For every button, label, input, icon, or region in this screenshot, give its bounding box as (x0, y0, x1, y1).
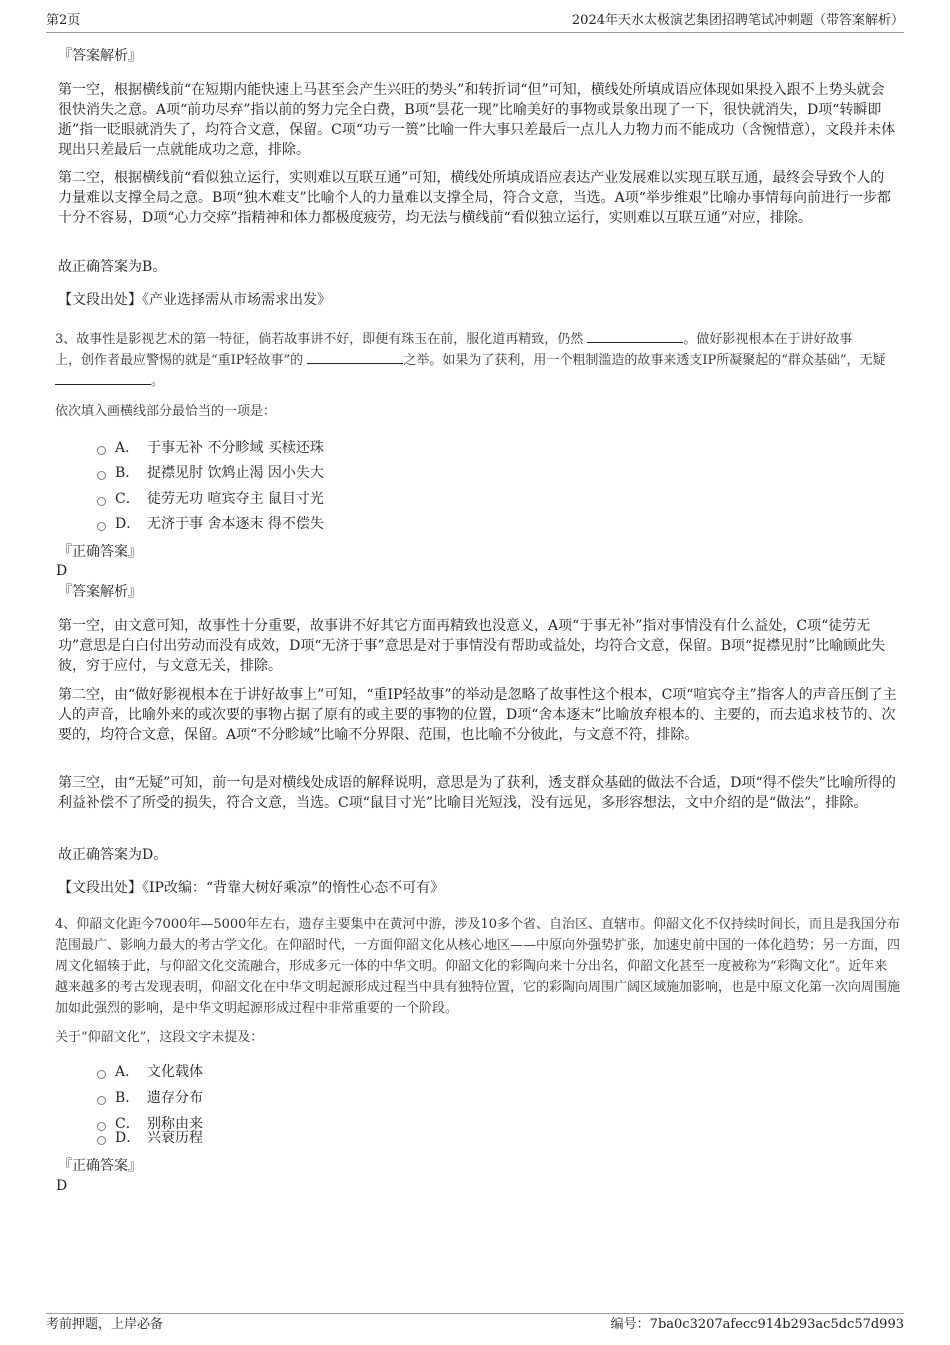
q3-answer-label: 『正确答案』 (58, 544, 142, 560)
q3-blank-3 (55, 372, 151, 385)
q3-option-b[interactable]: B． 捉襟见肘 饮鸩止渴 因小失大 (97, 463, 324, 483)
q3-blank-1 (587, 330, 683, 343)
q2-analysis-p1: 第一空，根据横线前“在短期内能快速上马甚至会产生兴旺的势头”和转折词“但”可知，横线处所填成语应体现如果投入跟不上势头就会很快消失之意。A项“前功尽弃”指以前的努力完全白费，B项“昙花一现”比喻美好的事物或景象出现了一下，很快就消失，D项“转瞬即逝”指一眨眼就消失了，均符合文意，保留。C项“功亏一篑”比喻一件大事只差最后一点儿人力物力而不能成功（含惋惜意），文段并未体现出只差最后一点就能成功之意，排除。 (58, 82, 896, 158)
q4-option-a[interactable]: A． 文化载体 (97, 1062, 203, 1082)
q2-source: 【文段出处】《产业选择需从市场需求出发》 (58, 292, 331, 308)
radio-icon[interactable] (97, 522, 106, 531)
q3-conclusion: 故正确答案为D。 (58, 847, 168, 863)
radio-icon[interactable] (97, 446, 106, 455)
q4-prompt: 关于“仰韶文化”，这段文字未提及： (55, 1030, 264, 1045)
radio-icon[interactable] (97, 1070, 106, 1079)
radio-icon[interactable] (97, 471, 106, 480)
document-title: 2024年天水太极演艺集团招聘笔试冲刺题（带答案解析） (571, 13, 904, 28)
q3-answer: D (56, 563, 68, 579)
q3-option-a[interactable]: A． 于事无补 不分畛域 买椟还珠 (97, 438, 324, 458)
q4-answer: D (56, 1178, 68, 1194)
q3-source: 【文段出处】《IP改编：“背靠大树好乘凉”的惰性心态不可有》 (58, 880, 445, 896)
radio-icon[interactable] (97, 497, 106, 506)
q4-answer-label: 『正确答案』 (58, 1158, 142, 1174)
q3-blank-2 (307, 351, 403, 364)
q3-prompt: 依次填入画横线部分最恰当的一项是： (55, 404, 277, 419)
q2-analysis-label: 『答案解析』 (58, 48, 142, 64)
page-footer (46, 1313, 904, 1332)
q4-option-c[interactable]: C． 别称由来 (97, 1114, 203, 1134)
q4-stem: 4、仰韶文化距今7000年—5000年左右，遗存主要集中在黄河中游，涉及10多个省、自治区、直辖市。仰韶文化不仅持续时间长，而且是我国分布范围最广、影响力最大的考古学文化。在仰韶时代，一方面仰韶文化从核心地区——中原向外强势扩张，加速史前中国的一体化趋势；另一方面，四周文化辐辏于此，与仰韶文化交流融合，形成多元一体的中华文明。仰韶文化的彩陶向来十分出名，仰韶文化甚至一度被称为“彩陶文化”。近年来越来越多的考古发现表明，仰韶文化在中华文明起源形成过程当中具有独特位置，它的彩陶向周围广阔区域施加影响，也是中原文化第一次向周围施加如此强烈的影响，是中华文明起源形成过程中非常重要的一个阶段。 (55, 917, 901, 1016)
q3-option-d[interactable]: D． 无济于事 舍本逐末 得不偿失 (97, 514, 324, 534)
q3-analysis-label: 『答案解析』 (58, 584, 142, 600)
q4-option-b[interactable]: B． 遗存分布 (97, 1088, 203, 1108)
q4-option-d[interactable]: D． 兴衰历程 (97, 1128, 203, 1148)
q3-analysis-p1: 第一空，由文意可知，故事性十分重要，故事讲不好其它方面再精致也没意义，A项“于事无补”指对事情没有什么益处，C项“徒劳无功”意思是白白付出劳动而没有成效，D项“无济于事”意思是对于事情没有帮助或益处，均符合文意，保留。B项“捉襟见肘”比喻顾此失彼，穷于应付，与文意无关，排除。 (58, 618, 886, 674)
q3-analysis-p2: 第二空，由“做好影视根本在于讲好故事上”可知，“重IP轻故事”的举动是忽略了故事性这个根本，C项“喧宾夺主”指客人的声音压倒了主人的声音，比喻外来的或次要的事物占据了原有的或主要的事物的位置，D项“舍本逐末”比喻放弃根本的、主要的，而去追求枝节的、次要的，均符合文意，保留。A项“不分畛域”比喻不分界限、范围，也比喻不分彼此，与文意不符，排除。 (58, 687, 897, 743)
radio-icon[interactable] (97, 1096, 106, 1105)
q2-conclusion: 故正确答案为B。 (58, 259, 167, 275)
radio-icon[interactable] (97, 1136, 106, 1145)
document-id: 编号：7ba0c3207afecc914b293ac5dc57d993 (610, 1317, 904, 1332)
footer-slogan: 考前押题，上岸必备 (46, 1317, 164, 1332)
q3-option-c[interactable]: C． 徒劳无功 喧宾夺主 鼠目寸光 (97, 489, 324, 509)
page-header (46, 12, 904, 33)
q2-analysis-p2: 第二空，根据横线前“看似独立运行，实则难以互联互通”可知，横线处所填成语应表达产业发展难以实现互联互通，最终会导致个人的力量难以支撑全局之意。B项“独木难支”比喻个人的力量难以支撑全局，符合文意，当选。A项“举步维艰”比喻办事情每向前进行一步都十分不容易，D项“心力交瘁”指精神和体力都极度疲劳，均无法与横线前“看似独立运行，实则难以互联互通”对应，排除。 (58, 170, 892, 226)
q3-analysis-p3: 第三空，由“无疑”可知，前一句是对横线处成语的解释说明，意思是为了获利，透支群众基础的做法不合适，D项“得不偿失”比喻所得的利益补偿不了所受的损失，符合文意，当选。C项“鼠目寸光”比喻目光短浅，没有远见，多形容想法，文中介绍的是“做法”，排除。 (58, 775, 896, 811)
page-number: 第2页 (46, 13, 81, 28)
q3-stem: 3、故事性是影视艺术的第一特征，倘若故事讲不好，即便有珠玉在前，服化道再精致，仍然 。做好影视根本在于讲好故事 上，创作者最应警惕的就是“重IP轻故事”的 之举。如果为了获利，用一个粗制滥造的故事来透支IP所凝聚起的“群众基础”，无疑 。 (55, 332, 886, 389)
